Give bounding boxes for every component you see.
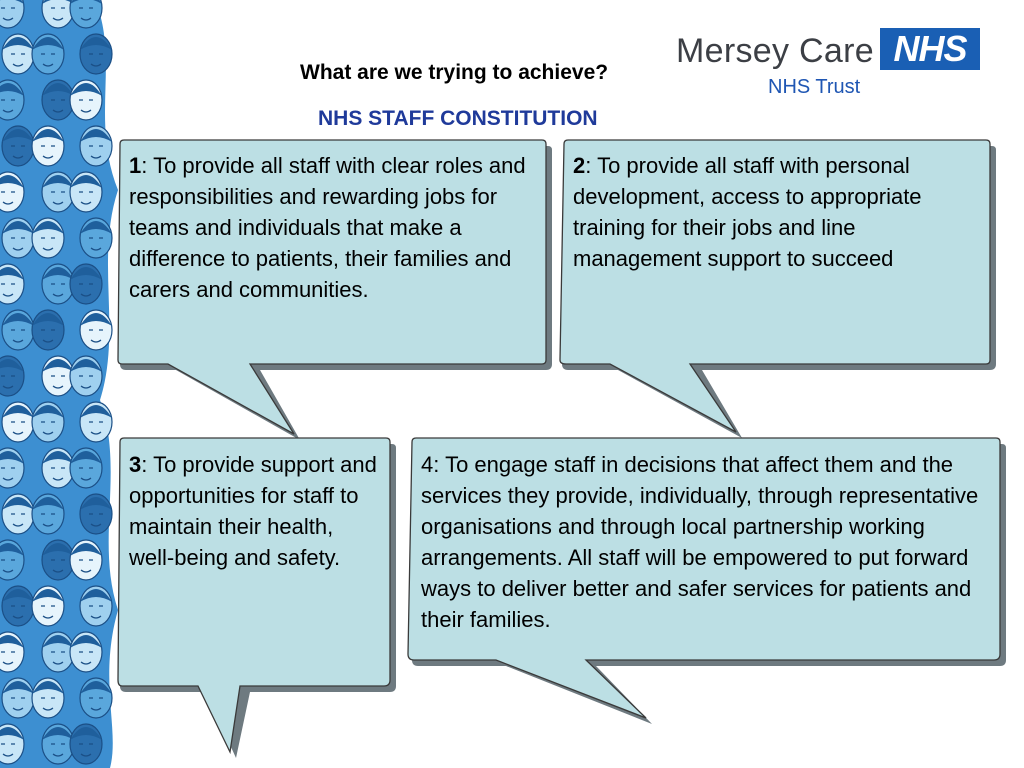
bubble-4-text bbox=[421, 449, 991, 635]
bubble-3-number: 3 bbox=[129, 452, 142, 477]
mersey-care-logo bbox=[672, 26, 992, 104]
bubble-3-body: : To provide support and opportunities for staff to maintain their health, well-being and safety. bbox=[129, 452, 377, 570]
bubble-2-body: : To provide all staff with personal development, access to appropriate training for their jobs and line management support to succeed bbox=[573, 153, 922, 271]
nhs-logo-badge: NHS bbox=[880, 28, 980, 70]
bubble-3-text bbox=[129, 449, 384, 573]
logo-organisation-name: Mersey Care bbox=[676, 32, 874, 70]
bubble-1-body: : To provide all staff with clear roles and responsibilities and rewarding jobs for teams and individuals that make a difference to patients, their families and carers and communities. bbox=[129, 153, 526, 302]
bubble-1-number: 1 bbox=[129, 153, 142, 178]
bubble-1-text bbox=[129, 150, 529, 305]
page-subtitle: NHS STAFF CONSTITUTION bbox=[318, 107, 598, 130]
bubble-2-number: 2 bbox=[573, 153, 586, 178]
logo-trust-name: NHS Trust bbox=[768, 76, 861, 98]
page-title: What are we trying to achieve? bbox=[300, 61, 609, 84]
bubble-4-body: 4: To engage staff in decisions that affect them and the services they provide, individually, through representative organisations and through local partnership working arrangements. All staff will be empowered to put forward ways to deliver better and safer services for patients and their families. bbox=[421, 452, 979, 632]
bubble-2-text bbox=[573, 150, 973, 274]
